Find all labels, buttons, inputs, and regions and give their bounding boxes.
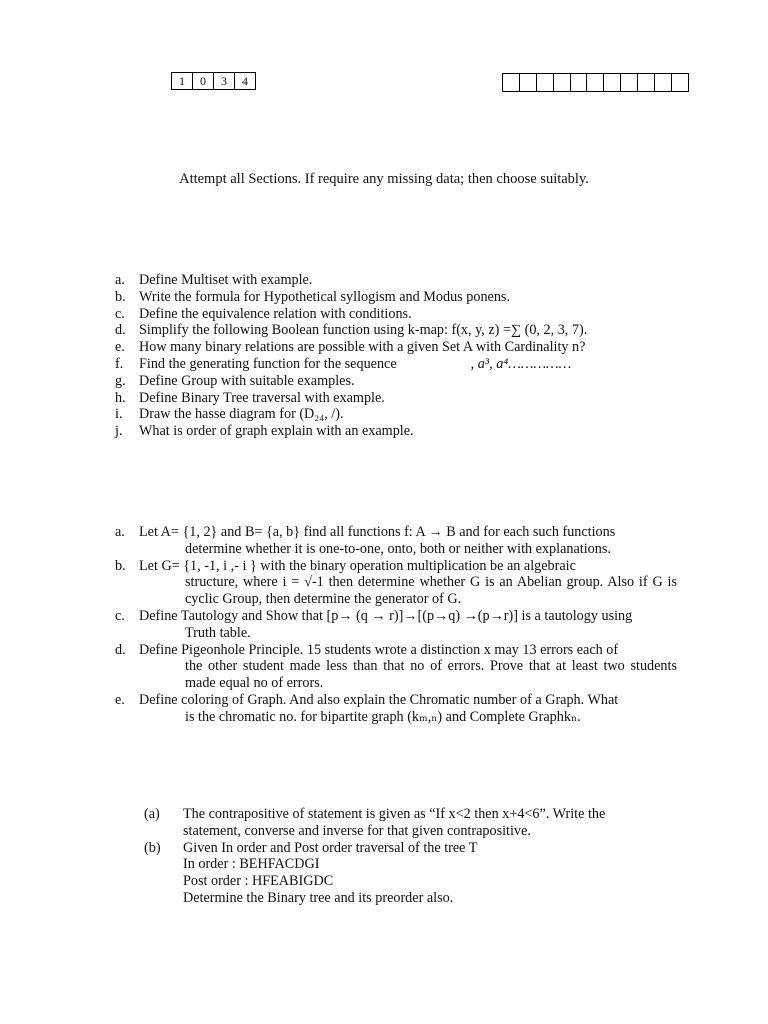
- question-item: [115, 322, 655, 339]
- question-label: b.: [115, 557, 126, 574]
- question-item: [144, 806, 664, 840]
- question-continuation: determine whether it is one-to-one, onto, both or neither with explanations.: [185, 540, 611, 557]
- roll-cell: [537, 74, 554, 91]
- question-item: [144, 840, 664, 907]
- question-text: [139, 642, 677, 692]
- question-text: [139, 558, 677, 608]
- roll-cell: [621, 74, 638, 91]
- question-continuation: structure, where i = √-1 then determine whether G is an Abelian group. Also if G is cyclic Group, then determine the generator of G.: [185, 574, 677, 608]
- question-label: f.: [115, 355, 124, 372]
- question-text: [183, 840, 664, 907]
- question-line: Let A= {1, 2} and B= {a, b} find all functions f: A → B and for each such functions: [139, 524, 616, 540]
- question-line: Define Tautology and Show that [p→ (q → r)]→[(p→q) →(p→r)] is a tautology using: [139, 607, 633, 624]
- question-label: d.: [115, 641, 126, 658]
- question-item: [115, 558, 677, 608]
- question-item: [115, 642, 677, 692]
- question-item: [115, 272, 655, 289]
- subject-code-box: [171, 72, 256, 90]
- question-text: Write the formula for Hypothetical syllogism and Modus ponens.: [139, 288, 510, 305]
- question-item: [115, 406, 655, 423]
- question-text: Define the equivalence relation with conditions.: [139, 305, 412, 322]
- roll-number-box: [502, 73, 689, 92]
- question-line: Define Pigeonhole Principle. 15 students wrote a distinction x may 13 errors each of: [139, 641, 619, 658]
- instructions: Attempt all Sections. If require any missing data; then choose suitably.: [179, 171, 589, 187]
- question-label: c.: [115, 607, 125, 624]
- question-text-main: Find the generating function for the sequence: [139, 355, 397, 372]
- question-text: How many binary relations are possible with a given Set A with Cardinality n?: [139, 339, 586, 356]
- question-item: [115, 608, 677, 642]
- postorder-line: Post order : HFEABIGDC: [183, 873, 334, 890]
- roll-cell: [604, 74, 621, 91]
- question-label: (b): [144, 839, 161, 856]
- question-text: [139, 356, 655, 373]
- question-text: Define Binary Tree traversal with example.: [139, 389, 385, 406]
- question-line: Given In order and Post order traversal of the tree T: [183, 839, 478, 856]
- question-label: e.: [115, 339, 125, 356]
- roll-cell: [672, 74, 688, 91]
- question-item: [115, 289, 655, 306]
- question-item: [115, 390, 655, 407]
- roll-cell: [520, 74, 537, 91]
- question-item: [115, 373, 655, 390]
- question-line: Define coloring of Graph. And also explain the Chromatic number of a Graph. What: [139, 691, 619, 708]
- roll-cell: [655, 74, 672, 91]
- question-label: c.: [115, 305, 125, 322]
- roll-cell: [571, 74, 588, 91]
- roll-cell: [638, 74, 655, 91]
- question-label: d.: [115, 322, 126, 339]
- question-label: a.: [115, 272, 125, 288]
- question-continuation: is the chromatic no. for bipartite graph (kₘ,ₙ) and Complete Graphkₙ.: [185, 708, 581, 725]
- question-item: [115, 306, 655, 323]
- question-label: i.: [115, 406, 123, 423]
- question-text: Draw the hasse diagram for (D₂₄, /).: [139, 406, 344, 423]
- question-line: Let G= {1, -1, i ,- i } with the binary operation multiplication be an algebraic: [139, 557, 576, 574]
- question-label: h.: [115, 389, 126, 406]
- inorder-line: In order : BEHFACDGI: [183, 856, 320, 873]
- question-item: [115, 339, 655, 356]
- question-text: [139, 608, 677, 642]
- question-line: Determine the Binary tree and its preorder also.: [183, 889, 454, 906]
- question-label: g.: [115, 372, 126, 389]
- question-label: j.: [115, 423, 123, 440]
- code-digit: 4: [242, 74, 248, 88]
- section-c-questions: [144, 806, 664, 907]
- question-line: statement, converse and inverse for that given contrapositive.: [183, 822, 531, 839]
- roll-cell: [587, 74, 604, 91]
- question-label: (a): [144, 806, 160, 822]
- question-text: Simplify the following Boolean function using k-map: f(x, y, z) =∑ (0, 2, 3, 7).: [139, 322, 588, 339]
- question-line: The contrapositive of statement is given as “If x<2 then x+4<6”. Write the: [183, 806, 606, 822]
- code-digit: 3: [214, 73, 235, 89]
- question-label: b.: [115, 288, 126, 305]
- section-b-questions: [115, 524, 677, 726]
- roll-cell: [503, 74, 520, 91]
- question-item: [115, 524, 677, 558]
- question-item: [115, 423, 655, 440]
- question-text: [139, 524, 677, 558]
- section-a-questions: [115, 272, 655, 440]
- question-text: [183, 806, 664, 840]
- question-continuation: the other student made less than that no of errors. Prove that at least two students made equal no of errors.: [185, 658, 677, 692]
- roll-cell: [554, 74, 571, 91]
- question-text: Define Group with suitable examples.: [139, 372, 355, 389]
- question-item: [115, 356, 655, 373]
- question-item: [115, 692, 677, 726]
- question-label: e.: [115, 691, 125, 708]
- question-label: a.: [115, 524, 125, 540]
- question-text: What is order of graph explain with an example.: [139, 423, 414, 440]
- code-digit: 0: [193, 73, 214, 89]
- question-continuation: Truth table.: [185, 624, 251, 641]
- question-text: Define Multiset with example.: [139, 272, 313, 288]
- question-text: [139, 692, 677, 726]
- sequence-math: , a³, a⁴……………: [470, 355, 572, 372]
- code-digit: 1: [172, 73, 193, 89]
